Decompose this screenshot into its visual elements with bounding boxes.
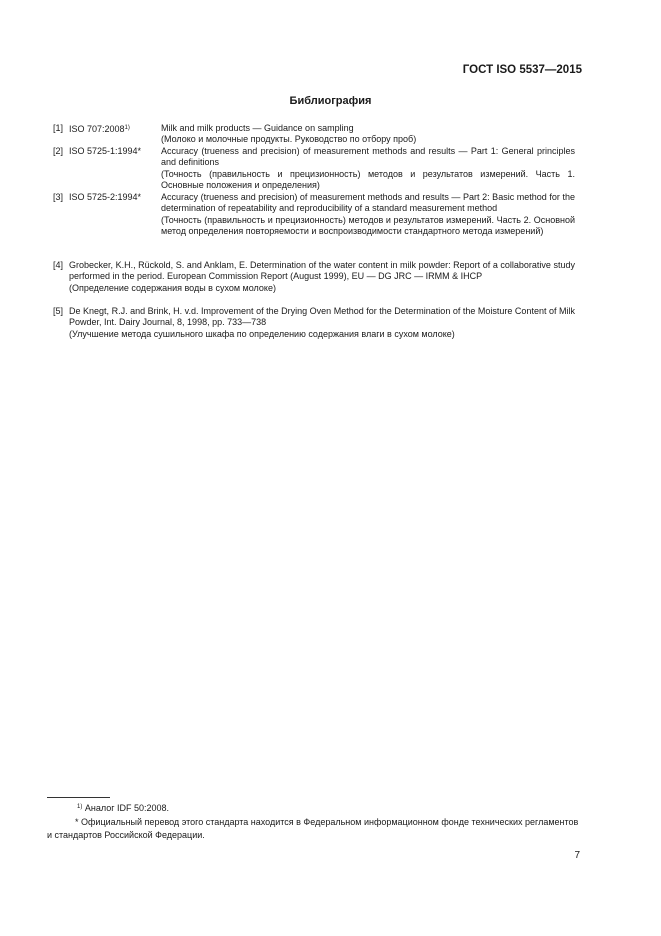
bibliography-entry-2 — [53, 146, 575, 191]
document-code: ГОСТ ISO 5537—2015 — [462, 64, 582, 76]
entry-reference: ISO 5725-1:1994* — [69, 146, 142, 156]
footnote-2 — [47, 816, 585, 842]
footnote-marker: 1) — [77, 804, 83, 810]
entry-number: [2] — [53, 146, 64, 156]
entry-title: Accuracy (trueness and precision) of measurement methods and results — Part 2: Basic method for the determination of repeatability and reproducibility of a standard measurement method — [161, 192, 575, 214]
entry-number: [3] — [53, 192, 64, 202]
entry-reference: ISO 5725-2:1994* — [69, 192, 142, 202]
entry-title: Milk and milk products — Guidance on sampling — [161, 123, 354, 133]
footnote-text: Официальный перевод этого стандарта находится в Федеральном информационном фонде технических регламентов и стандартов Российской Федерации. — [47, 817, 579, 840]
entry-title: Accuracy (trueness and precision) of measurement methods and results — Part 1: General principles and definitions — [161, 146, 575, 168]
footnote-marker: * — [75, 817, 79, 827]
bibliography-entry-3 — [53, 192, 575, 237]
entry-number: [1] — [53, 123, 64, 133]
entry-translation: (Молоко и молочные продукты. Руководство по отбору проб) — [161, 134, 417, 145]
entry-number: [4] — [53, 260, 64, 270]
footnote-1 — [47, 801, 585, 815]
entry-citation: De Knegt, R.J. and Brink, H. v.d. Improvement of the Drying Oven Method for the Determination of the Moisture Content of Milk Powder, Int. Dairy Journal, 8, 1998, pp. 733—738 — [69, 306, 575, 328]
footnote-text: Аналог IDF 50:2008. — [84, 803, 170, 813]
entry-number: [5] — [53, 306, 64, 316]
bibliography-entry-1 — [53, 123, 575, 146]
entry-translation: (Точность (правильность и прецизионность) методов и результатов измерений. Часть 1. Основные положения и определения) — [161, 168, 575, 190]
entry-citation: Grobecker, K.H., Rückold, S. and Anklam, E. Determination of the water content in milk powder: Report of a collaborative study performed in the period. European Commission Report (August 1999), EU — DG JRC — IRMM & IHCP — [69, 260, 575, 282]
footnote-divider — [47, 797, 110, 798]
bibliography-entry-4 — [53, 260, 575, 294]
bibliography-entry-5 — [53, 306, 575, 340]
entry-translation: (Улучшение метода сушильного шкафа по определению содержания влаги в сухом молоке) — [69, 328, 455, 339]
entry-translation: (Определение содержания воды в сухом молоке) — [69, 282, 276, 293]
entry-reference: ISO 707:2008$^{1)}$ — [69, 124, 130, 134]
footnote-marker: 1) — [124, 125, 130, 131]
entry-translation: (Точность (правильность и прецизионность) методов и результатов измерений. Часть 2. Основной метод определения повторяемости и воспроизводимости стандартного метода измерений) — [161, 214, 575, 236]
bibliography-title: Библиография — [289, 95, 372, 107]
page-number: 7 — [574, 850, 580, 861]
